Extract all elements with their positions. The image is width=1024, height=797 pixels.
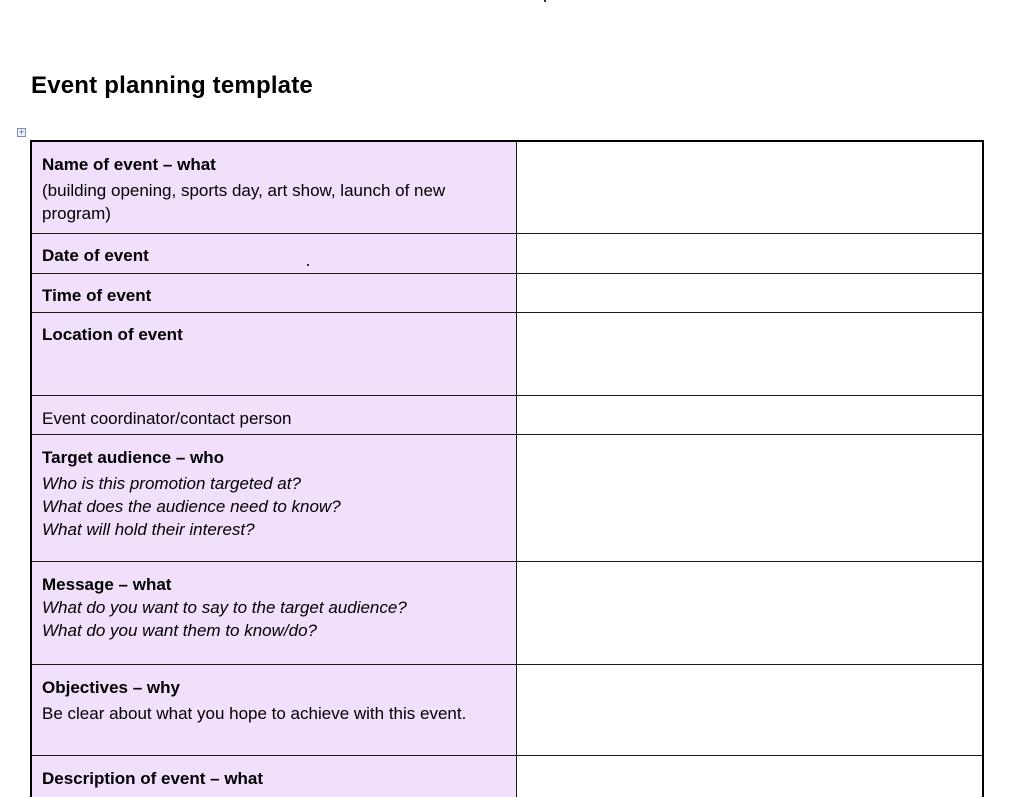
row-heading: Location of event (42, 324, 183, 344)
label-cell-target-audience (31, 434, 516, 561)
label-cell-description-of-event (31, 755, 516, 797)
input-cell-location-of-event[interactable] (516, 312, 983, 395)
input-cell-date-of-event[interactable] (516, 233, 983, 273)
row-heading: Description of event – what (42, 768, 264, 788)
row-prompt: Who is this promotion targeted at? (42, 473, 301, 493)
label-cell-message (31, 561, 516, 664)
row-detail: Be clear about what you hope to achieve with this event. (42, 703, 467, 723)
row-detail: (building opening, sports day, art show, launch of new program) (42, 181, 446, 223)
table-row (31, 312, 983, 395)
table-row (31, 434, 983, 561)
row-heading: Date of event (42, 245, 149, 265)
label-cell-event-coordinator (31, 395, 516, 434)
label-cell-name-of-event (31, 141, 516, 233)
row-heading: Time of event (42, 285, 152, 305)
input-cell-description-of-event[interactable] (516, 755, 983, 797)
table-row (31, 141, 983, 233)
input-cell-name-of-event[interactable] (516, 141, 983, 233)
stray-dot-top (544, 0, 546, 2)
page-title: Event planning template (31, 72, 313, 99)
input-cell-message[interactable] (516, 561, 983, 664)
row-prompt: What will hold their interest? (42, 519, 255, 539)
event-planning-table (30, 140, 984, 797)
label-cell-objectives (31, 664, 516, 755)
row-prompt: What do you want them to know/do? (42, 620, 317, 640)
label-cell-location-of-event (31, 312, 516, 395)
row-heading: Message – what (42, 574, 172, 594)
row-heading: Objectives – why (42, 677, 180, 697)
row-heading: Target audience – who (42, 447, 225, 467)
row-label: Event coordinator/contact person (42, 408, 292, 428)
table-row (31, 233, 983, 273)
table-row (31, 395, 983, 434)
row-prompt: What does the audience need to know? (42, 496, 341, 516)
input-cell-time-of-event[interactable] (516, 273, 983, 312)
label-cell-date-of-event (31, 233, 516, 273)
table-move-handle-icon[interactable]: + (18, 127, 25, 137)
table-row (31, 561, 983, 664)
table-row (31, 273, 983, 312)
table-row (31, 664, 983, 755)
input-cell-target-audience[interactable] (516, 434, 983, 561)
input-cell-objectives[interactable] (516, 664, 983, 755)
table-row (31, 755, 983, 797)
row-prompt: What do you want to say to the target audience? (42, 597, 407, 617)
row-heading: Name of event – what (42, 155, 216, 174)
label-cell-time-of-event (31, 273, 516, 312)
stray-dot-date (307, 264, 309, 266)
input-cell-event-coordinator[interactable] (516, 395, 983, 434)
